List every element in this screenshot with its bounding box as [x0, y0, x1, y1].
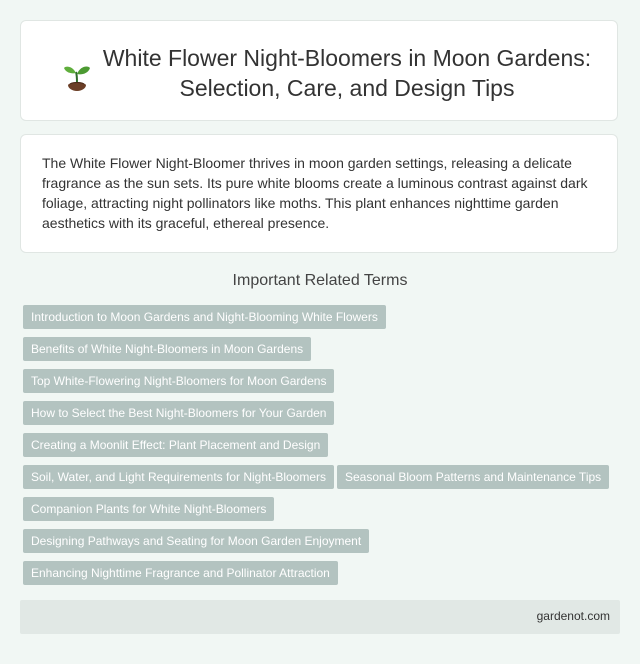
related-term-tag[interactable]: Enhancing Nighttime Fragrance and Pollinator Attraction: [23, 561, 338, 585]
page-title: White Flower Night-Bloomers in Moon Gardens: Selection, Care, and Design Tips: [102, 45, 592, 101]
tag-row: [23, 369, 623, 401]
tag-row: [23, 497, 623, 529]
tag-row: [23, 305, 623, 337]
related-term-tag[interactable]: Soil, Water, and Light Requirements for Night-Bloomers: [23, 465, 334, 489]
seedling-icon: [63, 63, 91, 93]
tag-row: [23, 401, 623, 433]
related-terms-list: [23, 305, 623, 593]
related-term-tag[interactable]: Designing Pathways and Seating for Moon Garden Enjoyment: [23, 529, 369, 553]
related-term-tag[interactable]: Companion Plants for White Night-Bloomers: [23, 497, 274, 521]
related-term-tag[interactable]: Seasonal Bloom Patterns and Maintenance Tips: [337, 465, 609, 489]
description-card: [20, 134, 618, 253]
related-terms-heading: Important Related Terms: [232, 272, 408, 289]
tag-row: [23, 337, 623, 369]
footer-site-link[interactable]: gardenot.com: [536, 609, 610, 623]
related-term-tag[interactable]: Creating a Moonlit Effect: Plant Placement and Design: [23, 433, 328, 457]
tag-row: [23, 465, 623, 497]
footer: [20, 600, 620, 634]
related-term-tag[interactable]: How to Select the Best Night-Bloomers for Your Garden: [23, 401, 334, 425]
description-text: The White Flower Night-Bloomer thrives in moon garden settings, releasing a delicate fragrance as the sun sets. Its pure white blooms create a luminous contrast against dark foliage, attracting night pollinators like moths. This plant enhances nighttime garden aesthetics with its graceful, ethereal presence.: [42, 155, 588, 231]
title-card: [20, 20, 618, 121]
related-term-tag[interactable]: Benefits of White Night-Bloomers in Moon Gardens: [23, 337, 311, 361]
tag-row: [23, 433, 623, 465]
related-term-tag[interactable]: Top White-Flowering Night-Bloomers for Moon Gardens: [23, 369, 334, 393]
tag-row: [23, 529, 623, 561]
related-term-tag[interactable]: Introduction to Moon Gardens and Night-Blooming White Flowers: [23, 305, 386, 329]
tag-row: [23, 561, 623, 593]
